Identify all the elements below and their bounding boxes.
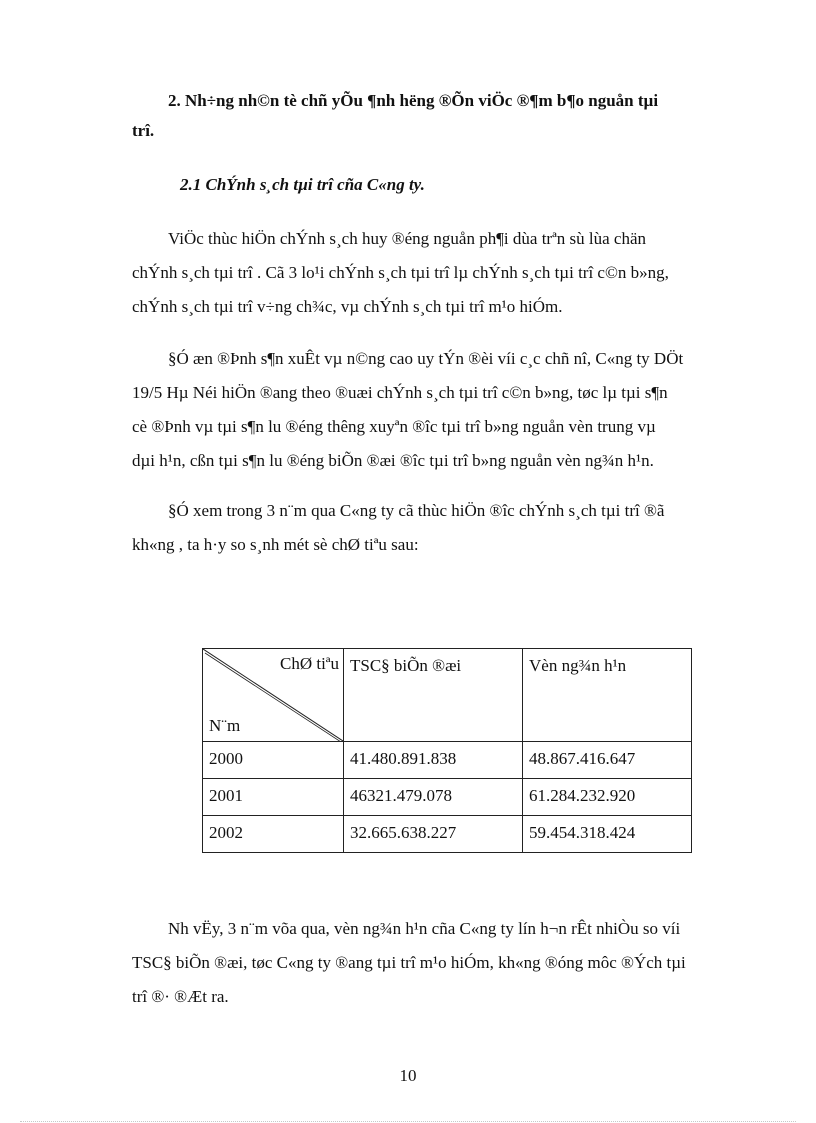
page-number: 10 [399, 1066, 417, 1085]
table-cell-year: 2001 [203, 779, 344, 816]
paragraph-conclusion [132, 912, 742, 1014]
section-heading-line2: trî. [132, 121, 155, 140]
table-header-tsc: TSC§ biÕn ®æi [344, 649, 523, 742]
table-cell-tsc: 32.665.638.227 [344, 816, 523, 853]
paragraph-line: §Ó æn ®Þnh s¶n xuÊt vµ n©ng cao uy tÝn ®èi víi c¸c chñ nî, C«ng ty DÖt [168, 349, 684, 368]
table-corner-cell [203, 649, 344, 742]
corner-label-indicator: ChØ tiªu [279, 654, 339, 673]
table-header-capital: Vèn ng¾n h¹n [523, 649, 692, 742]
paragraph-line: TSC§ biÕn ®æi, tøc C«ng ty ®ang tµi trî m¹o hiÓm, kh«ng ®óng môc ®Ých tµi [132, 953, 686, 972]
paragraph-line: chÝnh s¸ch tµi trî . Cã 3 lo¹i chÝnh s¸ch tµi trî lµ chÝnh s¸ch tµi trî c©n b»ng, [132, 263, 669, 282]
table-header-row [203, 649, 692, 742]
paragraph-comparison-intro [132, 494, 742, 562]
section-heading [132, 86, 742, 146]
table-cell-tsc: 46321.479.078 [344, 779, 523, 816]
subsection-heading: 2.1 ChÝnh s¸ch tµi trî cña C«ng ty. [180, 175, 425, 194]
table-cell-capital: 61.284.232.920 [523, 779, 692, 816]
table-cell-year: 2002 [203, 816, 344, 853]
table-cell-capital: 59.454.318.424 [523, 816, 692, 853]
comparison-table [202, 648, 692, 853]
paragraph-line: 19/5 Hµ Néi hiÖn ®ang theo ®uæi chÝnh s¸ch tµi trî c©n b»ng, tøc lµ tµi s¶n [132, 383, 668, 402]
table-cell-capital: 48.867.416.647 [523, 742, 692, 779]
section-heading-line1: 2. Nh÷ng nh©n tè chñ yÕu ¶nh hëng ®Õn viÖc ®¶m b¶o nguån tµi [168, 91, 659, 110]
page-bottom-rule [20, 1121, 796, 1122]
table-row [203, 816, 692, 853]
corner-label-year: N¨m [209, 716, 241, 735]
paragraph-line: §Ó xem trong 3 n¨m qua C«ng ty cã thùc hiÖn ®îc chÝnh s¸ch tµi trî ®ã [168, 501, 665, 520]
paragraph-policy-types [132, 222, 742, 324]
paragraph-line: dµi h¹n, cßn tµi s¶n lu ®éng biÕn ®æi ®îc tµi trî b»ng nguån vèn ng¾n h¹n. [132, 451, 654, 470]
paragraph-line: ViÖc thùc hiÖn chÝnh s¸ch huy ®éng nguån ph¶i dùa trªn sù lùa chän [168, 229, 646, 248]
table-cell-year: 2000 [203, 742, 344, 779]
paragraph-line: trî ®· ®Æt ra. [132, 987, 229, 1006]
table-row [203, 779, 692, 816]
table-row [203, 742, 692, 779]
paragraph-company-policy [132, 342, 742, 478]
paragraph-line: Nh vËy, 3 n¨m võa qua, vèn ng¾n h¹n cña C«ng ty lín h¬n rÊt nhiÒu so víi [168, 919, 681, 938]
paragraph-line: kh«ng , ta h·y so s¸nh mét sè chØ tiªu sau: [132, 535, 419, 554]
table-cell-tsc: 41.480.891.838 [344, 742, 523, 779]
paragraph-line: chÝnh s¸ch tµi trî v÷ng ch¾c, vµ chÝnh s¸ch tµi trî m¹o hiÓm. [132, 297, 563, 316]
paragraph-line: cè ®Þnh vµ tµi s¶n lu ®éng thêng xuyªn ®îc tµi trî b»ng nguån vèn trung vµ [132, 417, 656, 436]
